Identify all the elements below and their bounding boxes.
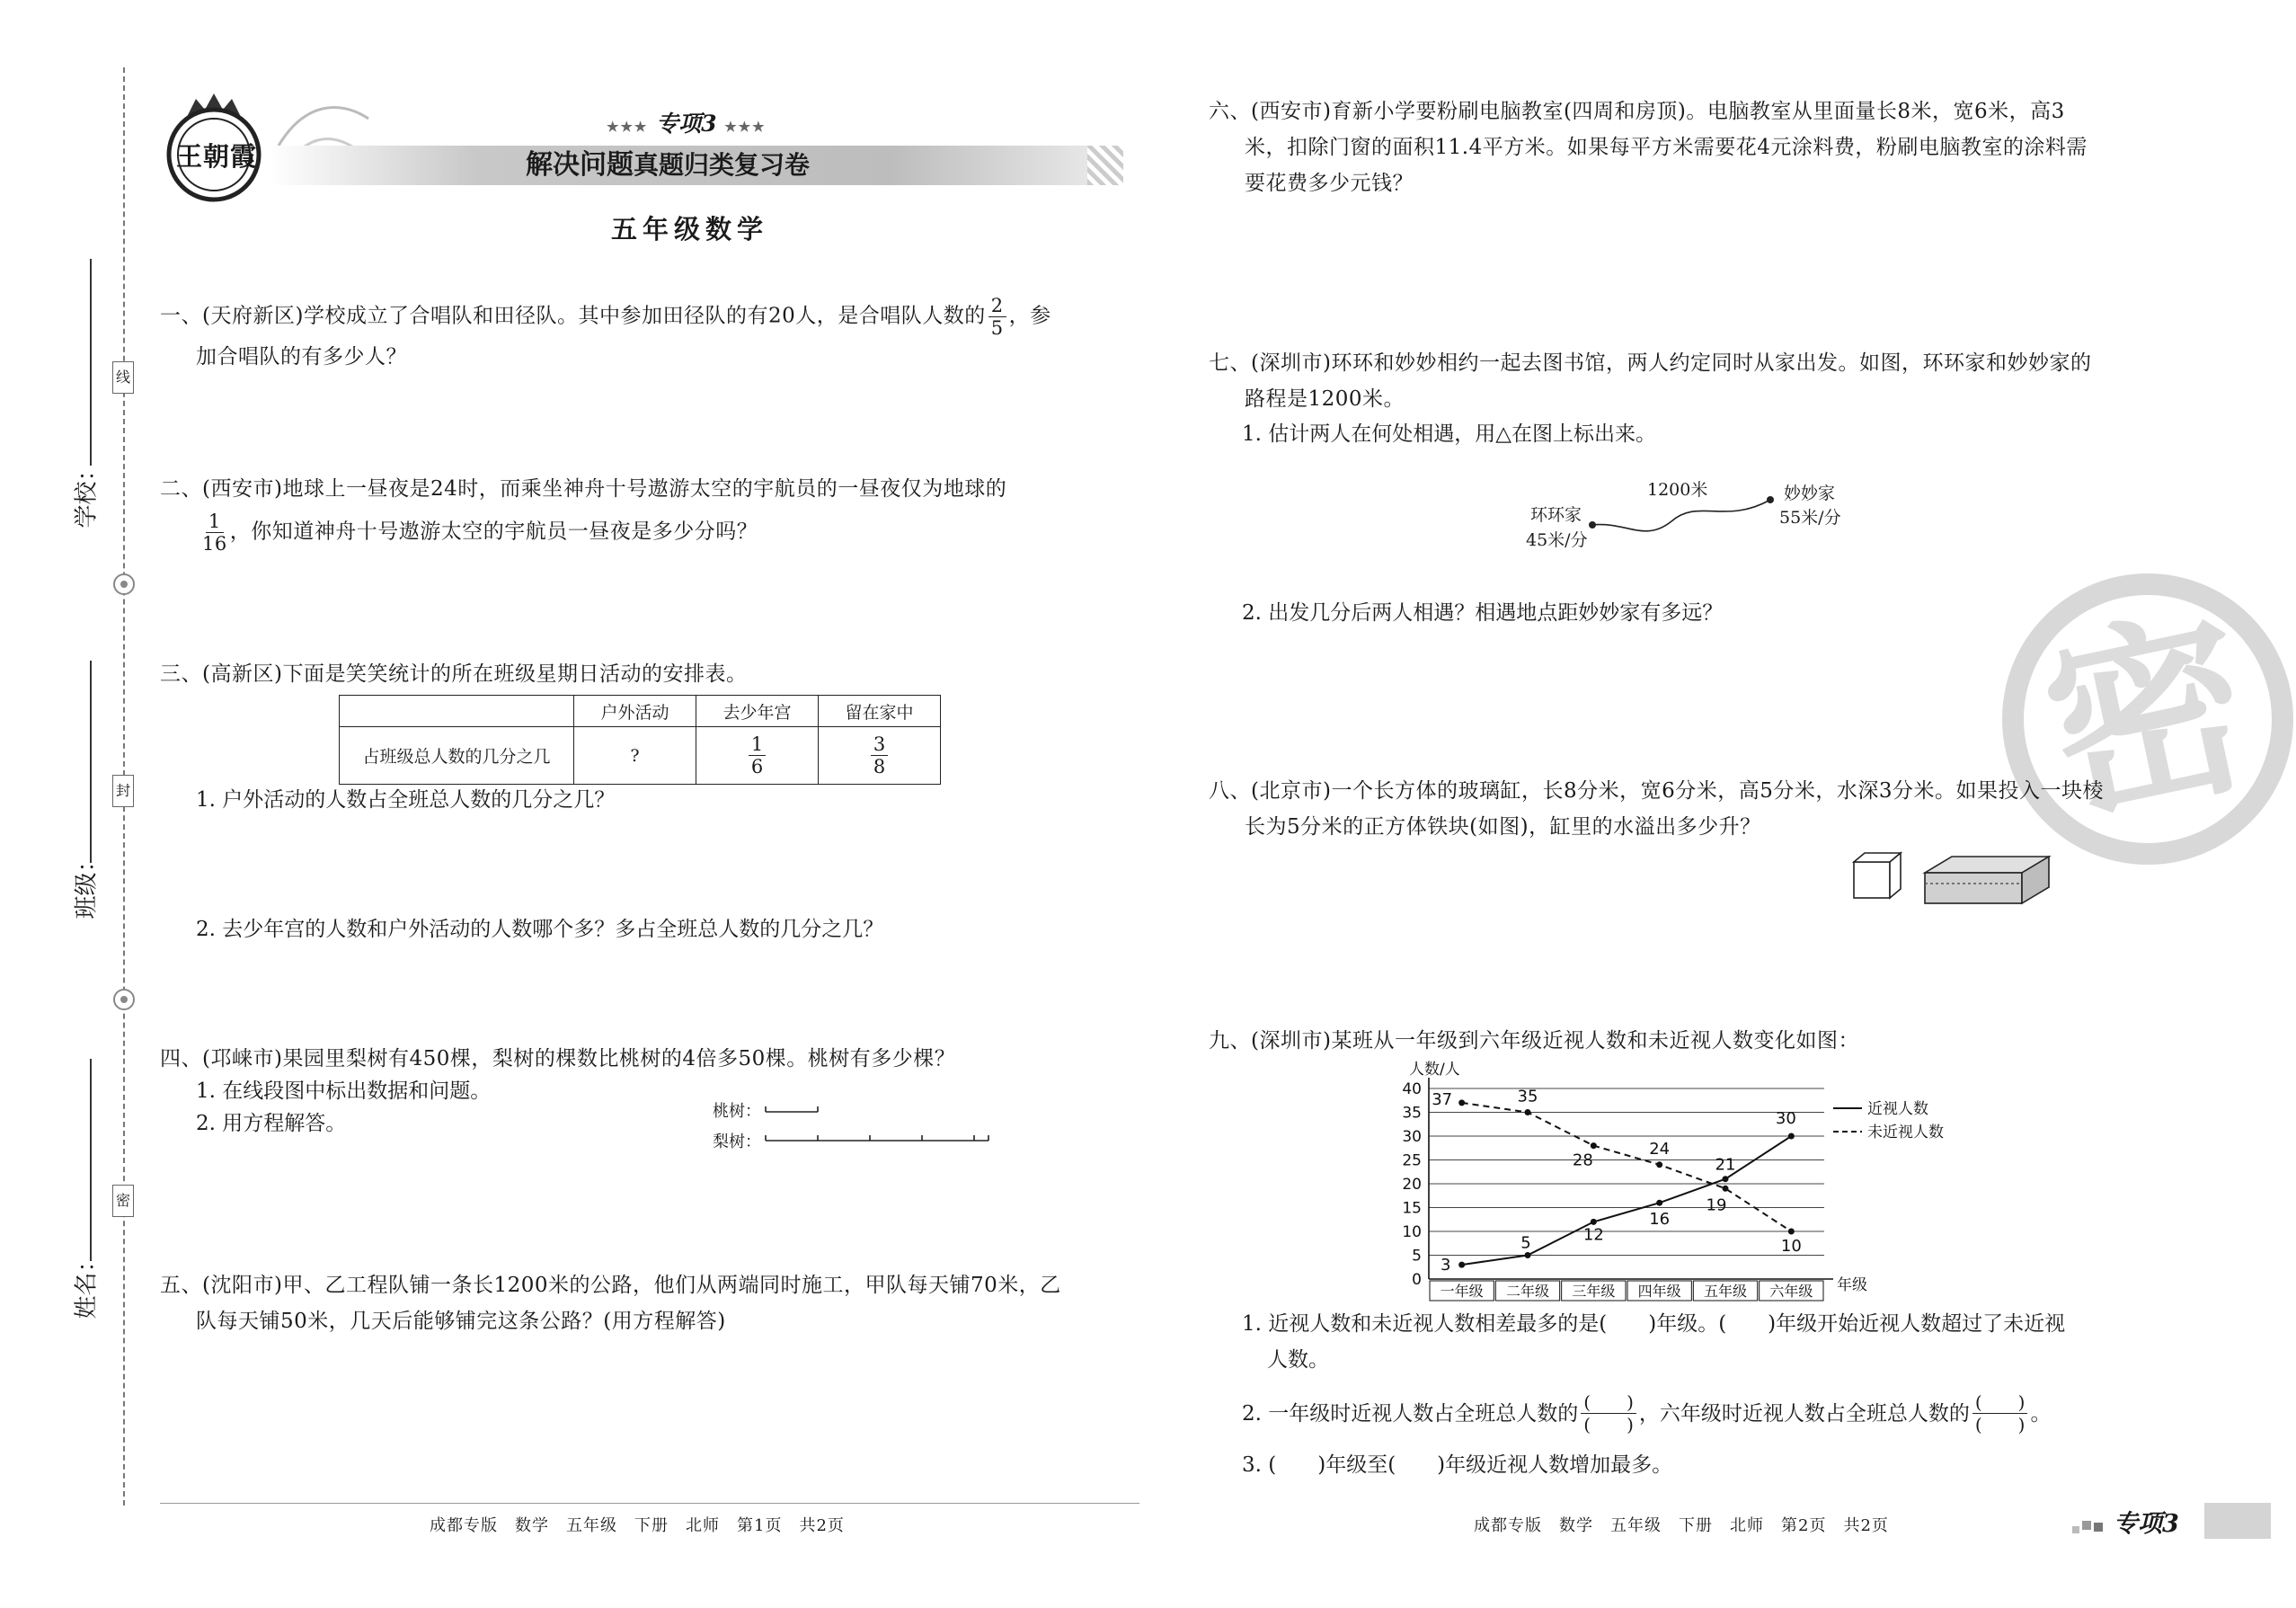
question-1: [160, 295, 1130, 375]
question-5: [160, 1267, 1139, 1339]
q1-fraction: [988, 295, 1006, 339]
blank-num: ( ): [1581, 1391, 1636, 1414]
data-label: 5: [1520, 1233, 1531, 1253]
class-label: 班级：: [73, 848, 101, 919]
name-underline: [90, 1059, 92, 1261]
footer-right: 成都专版 数学 五年级 下册 北师 第2页 共2页: [1474, 1516, 1889, 1535]
table-header-cell: [340, 696, 574, 727]
question-2: [160, 471, 1130, 555]
footer-left: 成都专版 数学 五年级 下册 北师 第1页 共2页: [430, 1516, 845, 1535]
school-label: 学校：: [73, 458, 101, 529]
table-header-row: [340, 696, 941, 727]
x-tick-label: 四年级: [1637, 1283, 1681, 1300]
x-tick-label: 六年级: [1769, 1283, 1813, 1300]
y-tick-label: 10: [1402, 1223, 1422, 1241]
data-point: [1458, 1262, 1465, 1268]
data-point: [1788, 1133, 1795, 1140]
blank-fraction: [1972, 1391, 2028, 1435]
data-point: [1525, 1252, 1531, 1258]
x-tick-label: 二年级: [1505, 1283, 1550, 1300]
blank-den: ( ): [1583, 1414, 1634, 1435]
school-underline: [90, 259, 92, 466]
q5-text-b: 队每天铺50米，几天后能够铺完这条公路？(用方程解答): [196, 1310, 726, 1333]
q7-sub1: 1. 估计两人在何处相遇，用△在图上标出来。: [1242, 422, 1656, 446]
y-tick-label: 5: [1412, 1247, 1422, 1266]
cube-and-tank-figure: [1851, 849, 2049, 912]
table-frac-num: 3: [871, 733, 888, 756]
binding-hole-icon-top: [111, 572, 137, 597]
q7-text-a: 七、(深圳市)环环和妙妙相约一起去图书馆，两人约定同时从家出发。如图，环环家和妙妙家的: [1209, 351, 2092, 375]
brand-logo-text: 王朝霞: [176, 141, 258, 172]
page-title: [526, 147, 810, 187]
y-tick-label: 15: [1402, 1199, 1422, 1218]
q6-text-a: 六、(西安市)育新小学要粉刷电脑教室(四周和房顶)。电脑教室从里面量长8米，宽6米，高3: [1209, 100, 2065, 123]
q3-sub1: 1. 户外活动的人数占全班总人数的几分之几？: [196, 788, 616, 812]
question-7: [1209, 345, 2197, 417]
question-6: [1209, 93, 2197, 201]
corner-special-label: 专项3: [2114, 1510, 2179, 1538]
table-header-cell: 留在家中: [819, 696, 941, 727]
q2-fraction: [202, 511, 227, 555]
data-point: [1723, 1186, 1729, 1192]
y-tick-label: 30: [1402, 1128, 1422, 1146]
title-band-checker: [1087, 146, 1123, 185]
q4-sub2: 2. 用方程解答。: [196, 1112, 347, 1135]
q9-sub1-b: 人数。: [1267, 1348, 1329, 1372]
table-cell: ?: [574, 727, 696, 785]
data-point: [1591, 1142, 1597, 1149]
q1-text-b: ，参: [1008, 304, 1051, 328]
q9-sub2: [1242, 1391, 2051, 1435]
pear-label: 梨树：: [713, 1133, 761, 1151]
q7-sub2: 2. 出发几分后两人相遇？相遇地点距妙妙家有多远？: [1242, 601, 1724, 625]
q9-sub2-a: 2. 一年级时近视人数占全班总人数的: [1242, 1401, 1579, 1426]
data-label: 30: [1775, 1109, 1796, 1128]
activity-table: [339, 695, 941, 785]
table-cell: [819, 727, 941, 785]
blank-den: ( ): [1974, 1414, 2026, 1435]
q1-frac-num: 2: [988, 295, 1006, 317]
x-tick-label: 一年级: [1440, 1283, 1484, 1300]
table-frac-den: 8: [873, 756, 886, 777]
table-frac-num: 1: [749, 733, 766, 756]
q4-sub1: 1. 在线段图中标出数据和问题。: [196, 1079, 492, 1103]
blank-fraction: [1581, 1391, 1636, 1435]
class-underline: [90, 661, 92, 863]
table-row: [340, 727, 941, 785]
q1-frac-den: 5: [990, 317, 1004, 339]
data-label: 37: [1432, 1089, 1453, 1109]
data-point: [1788, 1229, 1795, 1235]
page-subtitle: 五年级数学: [611, 214, 769, 244]
q5-text-a: 五、(沈阳市)甲、乙工程队铺一条长1200米的公路，他们从两端同时施工，甲队每天铺70米，乙: [160, 1274, 1061, 1297]
title-bold: 解决问题: [526, 149, 634, 181]
x-axis-label: 年级: [1837, 1276, 1867, 1294]
data-label: 12: [1582, 1225, 1604, 1245]
y-tick-label: 0: [1412, 1271, 1422, 1289]
y-axis-label: 人数/人: [1409, 1061, 1460, 1079]
table-cell: [696, 727, 819, 785]
data-label: 19: [1706, 1195, 1727, 1215]
x-tick-label: 三年级: [1572, 1283, 1616, 1300]
q2-text-a: 二、(西安市)地球上一昼夜是24时，而乘坐神舟十号遨游太空的宇航员的一昼夜仅为地球的: [160, 477, 1007, 501]
blank-num: ( ): [1972, 1391, 2028, 1414]
binding-hole-icon-bottom: [111, 987, 137, 1012]
table-fraction: [749, 733, 766, 777]
q3-sub2: 2. 去少年宫的人数和户外活动的人数哪个多？多占全班总人数的几分之几？: [196, 918, 884, 941]
y-tick-label: 20: [1402, 1176, 1422, 1194]
data-label: 28: [1572, 1150, 1593, 1170]
table-fraction: [871, 733, 888, 777]
stars-left: ★★★: [607, 119, 649, 135]
q7-text-b: 路程是1200米。: [1245, 387, 1405, 411]
name-label: 姓名：: [73, 1248, 101, 1319]
data-point: [1656, 1161, 1662, 1168]
stars-right: ★★★: [724, 119, 767, 135]
footer-left-line: [160, 1503, 1139, 1504]
q2-text-b: ，你知道神舟十号遨游太空的宇航员一昼夜是多少分吗？: [229, 520, 758, 544]
data-label: 10: [1780, 1237, 1802, 1256]
y-tick-label: 25: [1402, 1151, 1422, 1170]
line-segment-diagram: [764, 1101, 997, 1155]
legend-label: 近视人数: [1867, 1100, 1928, 1118]
binding-mark-seal: 封: [112, 775, 134, 807]
legend-label: 未近视人数: [1867, 1124, 1944, 1142]
special-heading: [607, 106, 767, 138]
special-label: 专项3: [656, 111, 717, 137]
q1-text-c: 加合唱队的有多少人？: [196, 345, 407, 369]
question-4: 四、(邛崃市)果园里梨树有450棵，梨树的棵数比桃树的4倍多50棵。桃树有多少棵？: [160, 1047, 956, 1071]
y-tick-label: 40: [1402, 1080, 1422, 1098]
data-point: [1723, 1176, 1729, 1182]
right-home-label: 妙妙家: [1784, 484, 1836, 503]
table-row-label: 占班级总人数的几分之几: [340, 727, 574, 785]
data-label: 35: [1517, 1087, 1538, 1106]
x-tick-label: 五年级: [1703, 1283, 1748, 1300]
table-frac-den: 6: [750, 756, 764, 777]
right-speed-label: 55米/分: [1779, 508, 1841, 528]
left-speed-label: 45米/分: [1526, 530, 1588, 550]
q9-sub1-a: 1. 近视人数和未近视人数相差最多的是( )年级。( )年级开始近视人数超过了未近视: [1242, 1312, 2066, 1336]
question-8: [1209, 773, 2197, 845]
data-label: 3: [1440, 1256, 1451, 1275]
q8-text-b: 长为5分米的正方体铁块(如图)，缸里的水溢出多少升？: [1245, 815, 1761, 839]
data-point: [1656, 1200, 1662, 1206]
binding-mark-secret: 密: [112, 1185, 134, 1217]
secret-watermark-char: 密: [2026, 582, 2269, 852]
binding-mark-line: 线: [112, 361, 134, 394]
q9-sub2-c: 。: [2030, 1401, 2052, 1426]
table-header-cell: 去少年宫: [696, 696, 819, 727]
q2-frac-den: 16: [202, 533, 227, 555]
data-label: 21: [1715, 1155, 1736, 1175]
data-point: [1525, 1109, 1531, 1115]
question-9: 九、(深圳市)某班从一年级到六年级近视人数和未近视人数变化如图：: [1209, 1029, 1859, 1053]
data-point: [1591, 1219, 1597, 1225]
corner-squares: [2072, 1519, 2105, 1535]
q1-text-a: 一、(天府新区)学校成立了合唱队和田径队。其中参加田径队的有20人，是合唱队人数的: [160, 304, 986, 328]
q2-frac-num: 1: [206, 511, 224, 533]
q6-text-b: 米，扣除门窗的面积11.4平方米。如果每平方米需要花4元涂料费，粉刷电脑教室的涂料需: [1245, 136, 2088, 159]
data-label: 24: [1649, 1139, 1671, 1159]
data-label: 16: [1649, 1210, 1671, 1230]
route-distance-label: 1200米: [1647, 480, 1708, 500]
left-home-label: 环环家: [1530, 505, 1582, 525]
table-header-cell: 户外活动: [574, 696, 696, 727]
q9-sub2-b: ，六年级时近视人数占全班总人数的: [1638, 1401, 1970, 1426]
q8-text-a: 八、(北京市)一个长方体的玻璃缸，长8分米，宽6分米，高5分米，水深3分米。如果投入一块棱: [1209, 779, 2104, 803]
question-3: 三、(高新区)下面是笑笑统计的所在班级星期日活动的安排表。: [160, 662, 748, 686]
title-rest: 真题归类复习卷: [634, 150, 811, 180]
peach-label: 桃树：: [713, 1102, 761, 1121]
q9-sub3: 3. ( )年级至( )年级近视人数增加最多。: [1242, 1453, 1673, 1477]
corner-tab: [2204, 1503, 2271, 1539]
myopia-line-chart: [1379, 1056, 1944, 1308]
data-point: [1458, 1099, 1465, 1106]
y-tick-label: 35: [1402, 1104, 1422, 1123]
q6-text-c: 要花费多少元钱？: [1245, 172, 1414, 195]
